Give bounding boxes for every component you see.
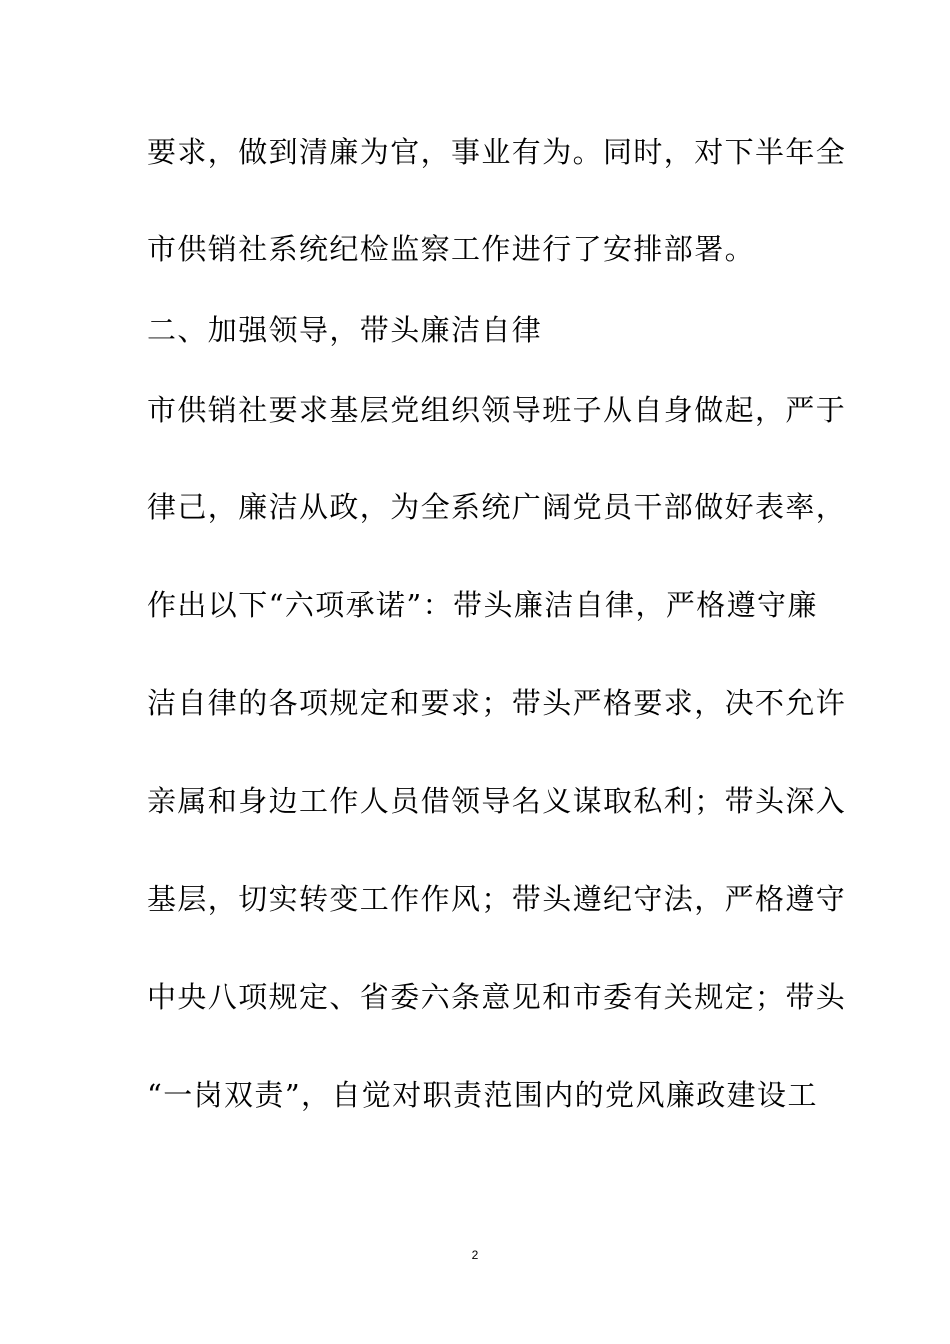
body-text-line: 市供销社要求基层党组织领导班子从自身做起，严于 — [147, 393, 847, 427]
body-text-line: 市供销社系统纪检监察工作进行了安排部署。 — [147, 232, 756, 266]
body-text-line: 亲属和身边工作人员借领导名义谋取私利；带头深入 — [147, 784, 847, 818]
body-text-line: 中央八项规定、省委六条意见和市委有关规定；带头 — [147, 980, 847, 1014]
section-heading: 二、加强领导，带头廉洁自律 — [147, 313, 543, 347]
body-text-line: 洁自律的各项规定和要求；带头严格要求，决不允许 — [147, 686, 847, 720]
body-text-line: 律己，廉洁从政，为全系统广阔党员干部做好表率， — [147, 490, 847, 524]
body-text-line: “一岗双责”，自觉对职责范围内的党风廉政建设工 — [147, 1078, 818, 1112]
body-text-line: 基层，切实转变工作作风；带头遵纪守法，严格遵守 — [147, 882, 847, 916]
body-text-line: 要求，做到清廉为官，事业有为。同时，对下半年全 — [147, 135, 847, 169]
page-number: 2 — [471, 1248, 479, 1262]
body-text-line: 作出以下“六项承诺”：带头廉洁自律，严格遵守廉 — [147, 588, 818, 622]
